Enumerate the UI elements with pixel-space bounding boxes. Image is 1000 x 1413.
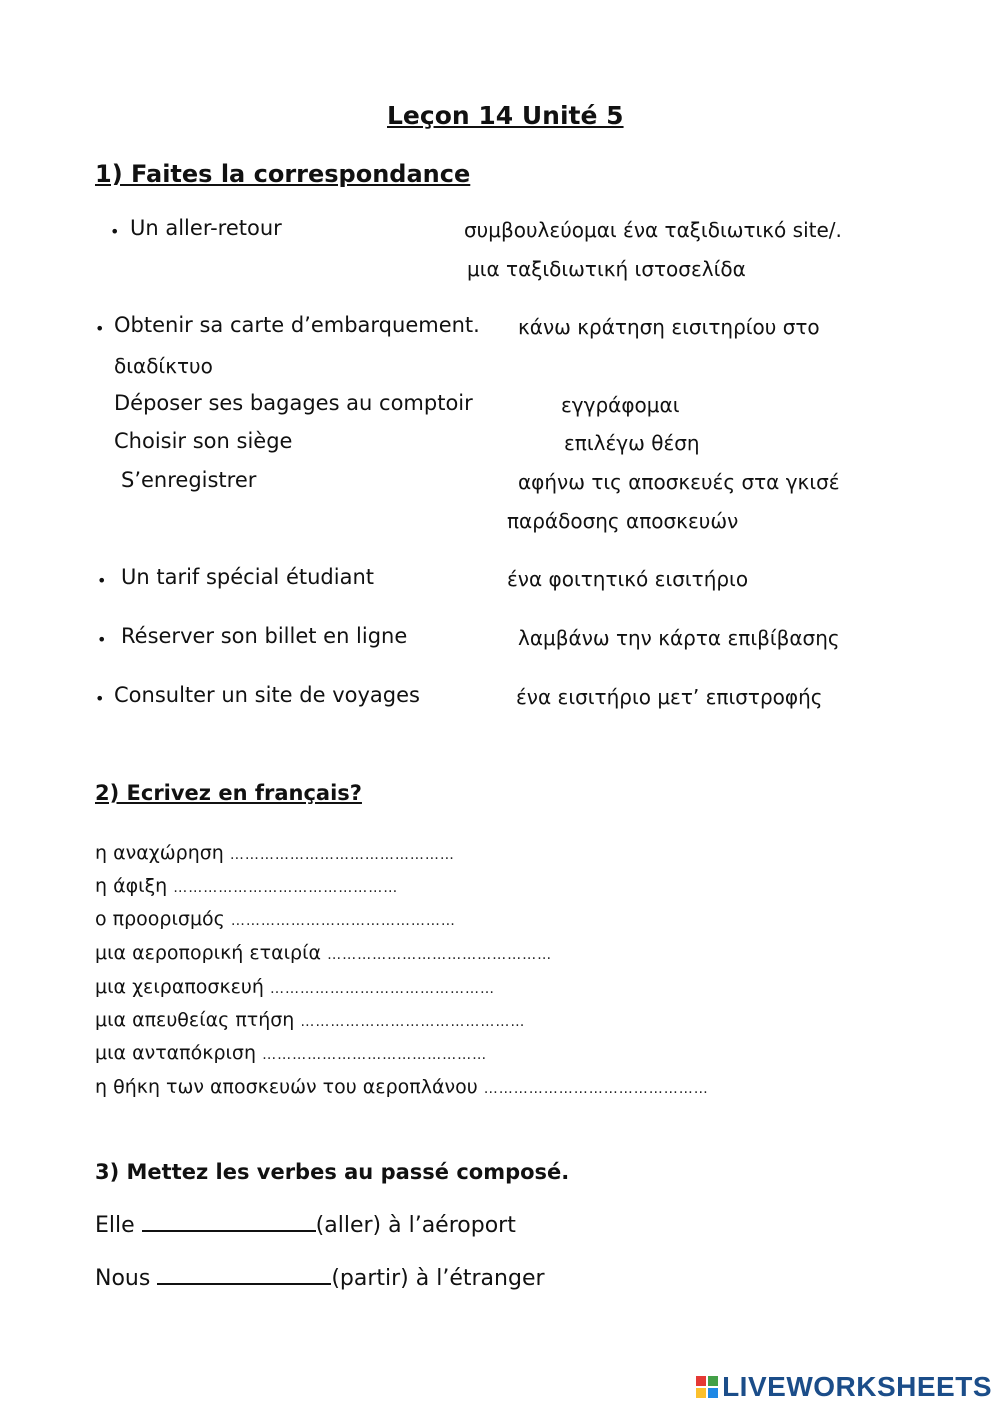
answer-blank[interactable]: ……………………………………… (173, 880, 399, 896)
bullet: • (110, 222, 120, 241)
translation-term: μια χειραποσκευή (95, 976, 264, 998)
translation-item (95, 942, 552, 964)
logo-mark-icon (696, 1376, 718, 1398)
left-item-1: Un aller-retour (130, 216, 282, 240)
left-item-7: Réserver son billet en ligne (121, 624, 408, 648)
translation-item (95, 908, 456, 930)
bullet: • (95, 689, 105, 708)
translation-term: μια απευθείας πτήση (95, 1009, 295, 1031)
translation-item (95, 1009, 525, 1031)
left-item-2: Obtenir sa carte d’embarquement. (114, 313, 480, 337)
answer-blank[interactable]: ……………………………………… (262, 1047, 488, 1063)
logo-square-icon (696, 1388, 706, 1398)
logo-square-icon (696, 1376, 706, 1386)
translation-item (95, 1076, 709, 1098)
right-item-6: ένα φοιτητικό εισιτήριο (507, 567, 749, 591)
answer-blank[interactable]: ……………………………………… (229, 847, 455, 863)
answer-blank[interactable]: ……………………………………… (230, 913, 456, 929)
right-item-1b: μια ταξιδιωτική ιστοσελίδα (467, 257, 746, 281)
translation-term: η αναχώρηση (95, 842, 224, 864)
right-item-3: εγγράφομαι (561, 393, 680, 417)
section3-heading: 3) Mettez les verbes au passé composé. (95, 1160, 570, 1184)
bullet: • (97, 571, 107, 590)
answer-blank[interactable]: ……………………………………… (483, 1081, 709, 1097)
right-item-5b: παράδοσης αποσκευών (507, 509, 739, 533)
translation-term: ο προορισμός (95, 908, 225, 930)
page-title: Leçon 14 Unité 5 (387, 101, 624, 130)
answer-blank[interactable]: ……………………………………… (270, 981, 495, 997)
verb-subject: Elle (95, 1213, 135, 1238)
left-item-6: Un tarif spécial étudiant (121, 565, 374, 589)
verb-answer-blank[interactable] (142, 1210, 316, 1232)
translation-term: μια αεροπορική εταιρία (95, 942, 322, 964)
left-item-3: Déposer ses bagages au comptoir (114, 391, 473, 415)
right-item-1: συμβουλεύομαι ένα ταξιδιωτικό site/. (464, 218, 842, 242)
left-item-5: S’enregistrer (121, 468, 257, 492)
right-item-2b: διαδίκτυο (114, 354, 213, 378)
verb-exercise-line (95, 1263, 545, 1291)
section2-heading: 2) Ecrivez en français? (95, 781, 362, 805)
answer-blank[interactable]: ……………………………………… (327, 947, 553, 963)
bullet: • (97, 630, 107, 649)
verb-exercise-line (95, 1210, 516, 1238)
logo-text: LIVEWORKSHEETS (722, 1371, 992, 1402)
logo-square-icon (708, 1376, 718, 1386)
translation-item (95, 875, 398, 897)
verb-prompt: (partir) à l’étranger (331, 1266, 545, 1291)
translation-term: η άφιξη (95, 875, 168, 897)
translation-item (95, 842, 455, 864)
translation-term: η θήκη των αποσκευών του αεροπλάνου (95, 1076, 478, 1098)
right-item-2: κάνω κράτηση εισιτηρίου στο (518, 315, 820, 339)
answer-blank[interactable]: ……………………………………… (300, 1014, 526, 1030)
liveworksheets-logo[interactable] (696, 1371, 992, 1403)
right-item-4: επιλέγω θέση (564, 431, 700, 455)
verb-answer-blank[interactable] (157, 1263, 331, 1285)
left-item-4: Choisir son siège (114, 429, 293, 453)
translation-term: μια ανταπόκριση (95, 1042, 257, 1064)
left-item-8: Consulter un site de voyages (114, 683, 420, 707)
section1-heading: 1) Faites la correspondance (95, 160, 471, 188)
right-item-7: λαμβάνω την κάρτα επιβίβασης (518, 626, 840, 650)
translation-item (95, 976, 495, 998)
verb-prompt: (aller) à l’aéroport (315, 1213, 516, 1238)
logo-square-icon (708, 1388, 718, 1398)
translation-item (95, 1042, 487, 1064)
right-item-8: ένα εισιτήριο μετ’ επιστροφής (516, 685, 823, 709)
right-item-5: αφήνω τις αποσκευές στα γκισέ (518, 470, 840, 494)
bullet: • (95, 319, 105, 338)
verb-subject: Nous (95, 1266, 151, 1291)
